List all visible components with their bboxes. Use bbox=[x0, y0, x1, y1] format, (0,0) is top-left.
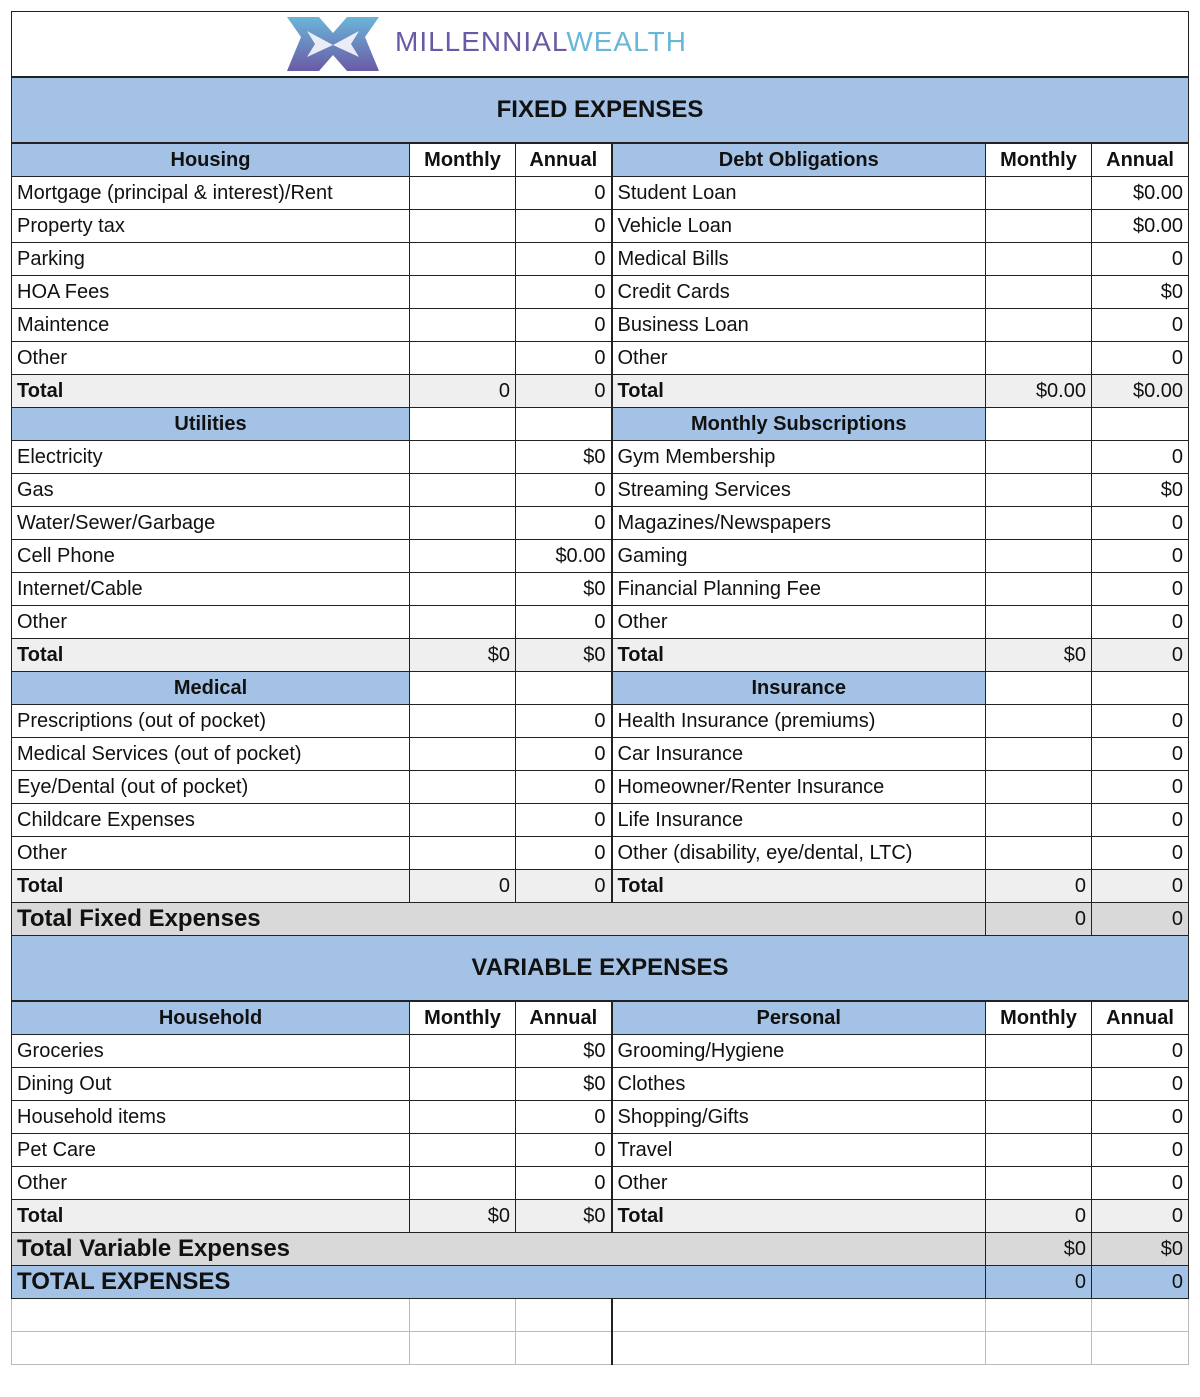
line-item-label: Maintence bbox=[12, 309, 410, 342]
millennial-wealth-logo-icon bbox=[283, 15, 383, 73]
line-item-label: Gaming bbox=[612, 540, 986, 573]
monthly-input-cell[interactable] bbox=[410, 243, 516, 276]
annual-column-header: Annual bbox=[1092, 1001, 1189, 1035]
total-fixed-expenses-annual: 0 bbox=[1092, 903, 1189, 936]
line-item-label: Clothes bbox=[612, 1068, 986, 1101]
table-row bbox=[12, 540, 1189, 573]
monthly-input-cell[interactable] bbox=[410, 771, 516, 804]
table-row bbox=[12, 507, 1189, 540]
annual-value-cell[interactable]: $0 bbox=[516, 441, 612, 474]
empty-cell[interactable] bbox=[986, 1299, 1092, 1332]
annual-value-cell[interactable]: 0 bbox=[1092, 540, 1189, 573]
annual-value-cell[interactable]: 0 bbox=[516, 1134, 612, 1167]
line-item-label: Health Insurance (premiums) bbox=[612, 705, 986, 738]
annual-value-cell[interactable]: $0.00 bbox=[516, 540, 612, 573]
monthly-input-cell[interactable] bbox=[410, 1101, 516, 1134]
total-variable-expenses-monthly: $0 bbox=[986, 1233, 1092, 1266]
annual-value-cell[interactable]: 0 bbox=[516, 276, 612, 309]
group-header: Utilities bbox=[12, 408, 410, 441]
budget-sheet bbox=[11, 11, 1189, 1365]
total-label: Total bbox=[12, 375, 410, 408]
total-expenses-annual: 0 bbox=[1092, 1266, 1189, 1299]
annual-value-cell[interactable]: 0 bbox=[516, 474, 612, 507]
line-item-label: Dining Out bbox=[12, 1068, 410, 1101]
empty-cell[interactable] bbox=[410, 1332, 516, 1365]
annual-value-cell[interactable]: 0 bbox=[516, 309, 612, 342]
monthly-input-cell[interactable] bbox=[410, 1068, 516, 1101]
monthly-column-header bbox=[410, 672, 516, 705]
total-fixed-expenses-monthly: 0 bbox=[986, 903, 1092, 936]
monthly-input-cell[interactable] bbox=[986, 210, 1092, 243]
monthly-column-header: Monthly bbox=[410, 1001, 516, 1035]
table-row bbox=[12, 804, 1189, 837]
line-item-label: Other bbox=[12, 1167, 410, 1200]
monthly-input-cell[interactable] bbox=[410, 342, 516, 375]
monthly-input-cell[interactable] bbox=[410, 1167, 516, 1200]
annual-value-cell[interactable]: 0 bbox=[516, 606, 612, 639]
table-row bbox=[12, 1233, 1189, 1266]
table-row bbox=[12, 309, 1189, 342]
table-row bbox=[12, 1134, 1189, 1167]
total-monthly: 0 bbox=[410, 870, 516, 903]
line-item-label: Water/Sewer/Garbage bbox=[12, 507, 410, 540]
empty-cell[interactable] bbox=[516, 1332, 612, 1365]
total-annual: 0 bbox=[1092, 1200, 1189, 1233]
line-item-label: Magazines/Newspapers bbox=[612, 507, 986, 540]
line-item-label: Gas bbox=[12, 474, 410, 507]
line-item-label: Streaming Services bbox=[612, 474, 986, 507]
monthly-input-cell[interactable] bbox=[986, 1068, 1092, 1101]
monthly-input-cell[interactable] bbox=[410, 837, 516, 870]
empty-cell[interactable] bbox=[516, 1299, 612, 1332]
annual-column-header: Annual bbox=[1092, 143, 1189, 177]
monthly-input-cell[interactable] bbox=[410, 606, 516, 639]
table-row bbox=[12, 738, 1189, 771]
monthly-input-cell[interactable] bbox=[986, 1167, 1092, 1200]
table-row bbox=[12, 1001, 1189, 1035]
monthly-input-cell[interactable] bbox=[410, 540, 516, 573]
empty-cell[interactable] bbox=[612, 1299, 986, 1332]
line-item-label: Homeowner/Renter Insurance bbox=[612, 771, 986, 804]
monthly-input-cell[interactable] bbox=[986, 606, 1092, 639]
total-variable-expenses-label: Total Variable Expenses bbox=[12, 1233, 986, 1266]
monthly-input-cell[interactable] bbox=[986, 540, 1092, 573]
empty-cell[interactable] bbox=[986, 1332, 1092, 1365]
line-item-label: Gym Membership bbox=[612, 441, 986, 474]
table-row bbox=[12, 705, 1189, 738]
monthly-input-cell[interactable] bbox=[986, 771, 1092, 804]
monthly-column-header bbox=[410, 408, 516, 441]
annual-value-cell[interactable]: $0 bbox=[516, 1068, 612, 1101]
line-item-label: Mortgage (principal & interest)/Rent bbox=[12, 177, 410, 210]
line-item-label: Credit Cards bbox=[612, 276, 986, 309]
annual-value-cell[interactable]: 0 bbox=[516, 837, 612, 870]
line-item-label: Other bbox=[612, 342, 986, 375]
table-row bbox=[12, 903, 1189, 936]
monthly-input-cell[interactable] bbox=[986, 276, 1092, 309]
annual-value-cell[interactable]: 0 bbox=[516, 705, 612, 738]
monthly-input-cell[interactable] bbox=[410, 309, 516, 342]
total-monthly: $0 bbox=[410, 1200, 516, 1233]
total-label: Total bbox=[12, 639, 410, 672]
table-row bbox=[12, 1200, 1189, 1233]
line-item-label: Childcare Expenses bbox=[12, 804, 410, 837]
line-item-label: Vehicle Loan bbox=[612, 210, 986, 243]
table-row bbox=[12, 177, 1189, 210]
annual-value-cell[interactable]: 0 bbox=[1092, 342, 1189, 375]
table-row bbox=[12, 606, 1189, 639]
brand-name-part1: MILLENNIAL bbox=[395, 26, 567, 57]
group-header: Personal bbox=[612, 1001, 986, 1035]
table-row bbox=[12, 276, 1189, 309]
empty-cell[interactable] bbox=[612, 1332, 986, 1365]
monthly-input-cell[interactable] bbox=[986, 309, 1092, 342]
line-item-label: Shopping/Gifts bbox=[612, 1101, 986, 1134]
table-row bbox=[12, 1167, 1189, 1200]
monthly-input-cell[interactable] bbox=[410, 804, 516, 837]
annual-column-header bbox=[516, 408, 612, 441]
table-row bbox=[12, 837, 1189, 870]
annual-value-cell[interactable]: 0 bbox=[1092, 771, 1189, 804]
line-item-label: Parking bbox=[12, 243, 410, 276]
annual-value-cell[interactable]: 0 bbox=[1092, 738, 1189, 771]
line-item-label: Medical Bills bbox=[612, 243, 986, 276]
table-row bbox=[12, 408, 1189, 441]
annual-value-cell[interactable]: 0 bbox=[1092, 1167, 1189, 1200]
monthly-input-cell[interactable] bbox=[410, 474, 516, 507]
line-item-label: HOA Fees bbox=[12, 276, 410, 309]
monthly-column-header bbox=[986, 672, 1092, 705]
line-item-label: Eye/Dental (out of pocket) bbox=[12, 771, 410, 804]
table-row bbox=[12, 375, 1189, 408]
table-row bbox=[12, 936, 1189, 1002]
annual-value-cell[interactable]: 0 bbox=[516, 342, 612, 375]
annual-value-cell[interactable]: 0 bbox=[516, 1101, 612, 1134]
annual-column-header: Annual bbox=[516, 1001, 612, 1035]
annual-value-cell[interactable]: 0 bbox=[516, 771, 612, 804]
line-item-label: Prescriptions (out of pocket) bbox=[12, 705, 410, 738]
monthly-column-header: Monthly bbox=[986, 1001, 1092, 1035]
annual-value-cell[interactable]: 0 bbox=[1092, 1035, 1189, 1068]
total-label: Total bbox=[612, 1200, 986, 1233]
group-header: Medical bbox=[12, 672, 410, 705]
annual-value-cell[interactable]: 0 bbox=[516, 177, 612, 210]
table-row bbox=[12, 474, 1189, 507]
group-header: Monthly Subscriptions bbox=[612, 408, 986, 441]
group-header: Housing bbox=[12, 143, 410, 177]
line-item-label: Groceries bbox=[12, 1035, 410, 1068]
line-item-label: Property tax bbox=[12, 210, 410, 243]
monthly-input-cell[interactable] bbox=[986, 507, 1092, 540]
annual-value-cell[interactable]: 0 bbox=[1092, 837, 1189, 870]
total-annual: 0 bbox=[1092, 870, 1189, 903]
line-item-label: Internet/Cable bbox=[12, 573, 410, 606]
total-label: Total bbox=[12, 1200, 410, 1233]
total-label: Total bbox=[12, 870, 410, 903]
line-item-label: Electricity bbox=[12, 441, 410, 474]
line-item-label: Financial Planning Fee bbox=[612, 573, 986, 606]
group-header: Insurance bbox=[612, 672, 986, 705]
annual-value-cell[interactable]: 0 bbox=[516, 738, 612, 771]
total-label: Total bbox=[612, 375, 986, 408]
annual-value-cell[interactable]: $0.00 bbox=[1092, 177, 1189, 210]
monthly-input-cell[interactable] bbox=[986, 738, 1092, 771]
line-item-label: Business Loan bbox=[612, 309, 986, 342]
annual-column-header bbox=[1092, 408, 1189, 441]
monthly-input-cell[interactable] bbox=[410, 507, 516, 540]
line-item-label: Medical Services (out of pocket) bbox=[12, 738, 410, 771]
line-item-label: Life Insurance bbox=[612, 804, 986, 837]
monthly-column-header: Monthly bbox=[986, 143, 1092, 177]
table-row bbox=[12, 1332, 1189, 1365]
total-annual: $0 bbox=[516, 639, 612, 672]
table-row bbox=[12, 1035, 1189, 1068]
monthly-input-cell[interactable] bbox=[410, 177, 516, 210]
monthly-column-header bbox=[986, 408, 1092, 441]
line-item-label: Student Loan bbox=[612, 177, 986, 210]
annual-column-header bbox=[1092, 672, 1189, 705]
table-row bbox=[12, 1266, 1189, 1299]
line-item-label: Pet Care bbox=[12, 1134, 410, 1167]
table-row bbox=[12, 573, 1189, 606]
total-annual: $0.00 bbox=[1092, 375, 1189, 408]
monthly-input-cell[interactable] bbox=[986, 705, 1092, 738]
monthly-input-cell[interactable] bbox=[410, 1035, 516, 1068]
total-expenses-monthly: 0 bbox=[986, 1266, 1092, 1299]
annual-value-cell[interactable]: 0 bbox=[1092, 1068, 1189, 1101]
monthly-input-cell[interactable] bbox=[986, 573, 1092, 606]
logo-cell bbox=[12, 12, 1189, 78]
table-row bbox=[12, 1299, 1189, 1332]
total-annual: 0 bbox=[1092, 639, 1189, 672]
annual-value-cell[interactable]: 0 bbox=[1092, 1134, 1189, 1167]
table-row bbox=[12, 1101, 1189, 1134]
monthly-input-cell[interactable] bbox=[410, 276, 516, 309]
annual-value-cell[interactable]: 0 bbox=[1092, 573, 1189, 606]
monthly-input-cell[interactable] bbox=[410, 705, 516, 738]
monthly-input-cell[interactable] bbox=[986, 243, 1092, 276]
annual-value-cell[interactable]: 0 bbox=[1092, 606, 1189, 639]
annual-value-cell[interactable]: 0 bbox=[1092, 243, 1189, 276]
table-row bbox=[12, 870, 1189, 903]
monthly-input-cell[interactable] bbox=[410, 441, 516, 474]
table-row bbox=[12, 243, 1189, 276]
monthly-input-cell[interactable] bbox=[986, 177, 1092, 210]
annual-value-cell[interactable]: 0 bbox=[516, 243, 612, 276]
annual-value-cell[interactable]: $0 bbox=[1092, 276, 1189, 309]
monthly-input-cell[interactable] bbox=[986, 1101, 1092, 1134]
monthly-input-cell[interactable] bbox=[986, 342, 1092, 375]
monthly-input-cell[interactable] bbox=[986, 837, 1092, 870]
total-label: Total bbox=[612, 639, 986, 672]
annual-value-cell[interactable]: 0 bbox=[1092, 507, 1189, 540]
line-item-label: Cell Phone bbox=[12, 540, 410, 573]
monthly-input-cell[interactable] bbox=[410, 573, 516, 606]
line-item-label: Other bbox=[12, 837, 410, 870]
line-item-label: Household items bbox=[12, 1101, 410, 1134]
annual-value-cell[interactable]: 0 bbox=[1092, 1101, 1189, 1134]
annual-value-cell[interactable]: 0 bbox=[516, 804, 612, 837]
annual-value-cell[interactable]: $0.00 bbox=[1092, 210, 1189, 243]
total-annual: $0 bbox=[516, 1200, 612, 1233]
table-row bbox=[12, 210, 1189, 243]
section-title: VARIABLE EXPENSES bbox=[12, 936, 1189, 1002]
empty-cell[interactable] bbox=[1092, 1332, 1189, 1365]
line-item-label: Other (disability, eye/dental, LTC) bbox=[612, 837, 986, 870]
total-monthly: $0.00 bbox=[986, 375, 1092, 408]
annual-value-cell[interactable]: 0 bbox=[516, 1167, 612, 1200]
monthly-input-cell[interactable] bbox=[986, 1035, 1092, 1068]
annual-value-cell[interactable]: $0 bbox=[516, 1035, 612, 1068]
line-item-label: Other bbox=[12, 606, 410, 639]
line-item-label: Other bbox=[612, 1167, 986, 1200]
monthly-input-cell[interactable] bbox=[410, 1134, 516, 1167]
total-monthly: $0 bbox=[986, 639, 1092, 672]
empty-cell[interactable] bbox=[12, 1299, 410, 1332]
table-row bbox=[12, 342, 1189, 375]
total-annual: 0 bbox=[516, 870, 612, 903]
brand-name bbox=[395, 26, 687, 58]
total-monthly: 0 bbox=[986, 870, 1092, 903]
total-monthly: 0 bbox=[986, 1200, 1092, 1233]
empty-cell[interactable] bbox=[410, 1299, 516, 1332]
monthly-input-cell[interactable] bbox=[986, 441, 1092, 474]
total-monthly: 0 bbox=[410, 375, 516, 408]
line-item-label: Other bbox=[612, 606, 986, 639]
empty-cell[interactable] bbox=[12, 1332, 410, 1365]
brand-name-part2: WEALTH bbox=[566, 26, 687, 57]
table-row bbox=[12, 672, 1189, 705]
annual-value-cell[interactable]: 0 bbox=[516, 210, 612, 243]
annual-column-header bbox=[516, 672, 612, 705]
total-monthly: $0 bbox=[410, 639, 516, 672]
monthly-input-cell[interactable] bbox=[410, 738, 516, 771]
table-row bbox=[12, 1068, 1189, 1101]
total-label: Total bbox=[612, 870, 986, 903]
monthly-input-cell[interactable] bbox=[986, 474, 1092, 507]
total-expenses-label: TOTAL EXPENSES bbox=[12, 1266, 986, 1299]
table-row bbox=[12, 441, 1189, 474]
table-row bbox=[12, 143, 1189, 177]
monthly-input-cell[interactable] bbox=[410, 210, 516, 243]
table-row bbox=[12, 639, 1189, 672]
line-item-label: Grooming/Hygiene bbox=[612, 1035, 986, 1068]
annual-value-cell[interactable]: $0 bbox=[1092, 474, 1189, 507]
total-fixed-expenses-label: Total Fixed Expenses bbox=[12, 903, 986, 936]
table-row bbox=[12, 771, 1189, 804]
annual-value-cell[interactable]: 0 bbox=[1092, 804, 1189, 837]
line-item-label: Travel bbox=[612, 1134, 986, 1167]
line-item-label: Other bbox=[12, 342, 410, 375]
table-row bbox=[12, 77, 1189, 143]
empty-cell[interactable] bbox=[1092, 1299, 1189, 1332]
monthly-input-cell[interactable] bbox=[986, 1134, 1092, 1167]
annual-value-cell[interactable]: 0 bbox=[516, 507, 612, 540]
total-annual: 0 bbox=[516, 375, 612, 408]
line-item-label: Car Insurance bbox=[612, 738, 986, 771]
annual-value-cell[interactable]: 0 bbox=[1092, 441, 1189, 474]
annual-value-cell[interactable]: 0 bbox=[1092, 705, 1189, 738]
annual-value-cell[interactable]: 0 bbox=[1092, 309, 1189, 342]
monthly-input-cell[interactable] bbox=[986, 804, 1092, 837]
annual-value-cell[interactable]: $0 bbox=[516, 573, 612, 606]
annual-column-header: Annual bbox=[516, 143, 612, 177]
total-variable-expenses-annual: $0 bbox=[1092, 1233, 1189, 1266]
monthly-column-header: Monthly bbox=[410, 143, 516, 177]
group-header: Debt Obligations bbox=[612, 143, 986, 177]
section-title: FIXED EXPENSES bbox=[12, 77, 1189, 143]
group-header: Household bbox=[12, 1001, 410, 1035]
